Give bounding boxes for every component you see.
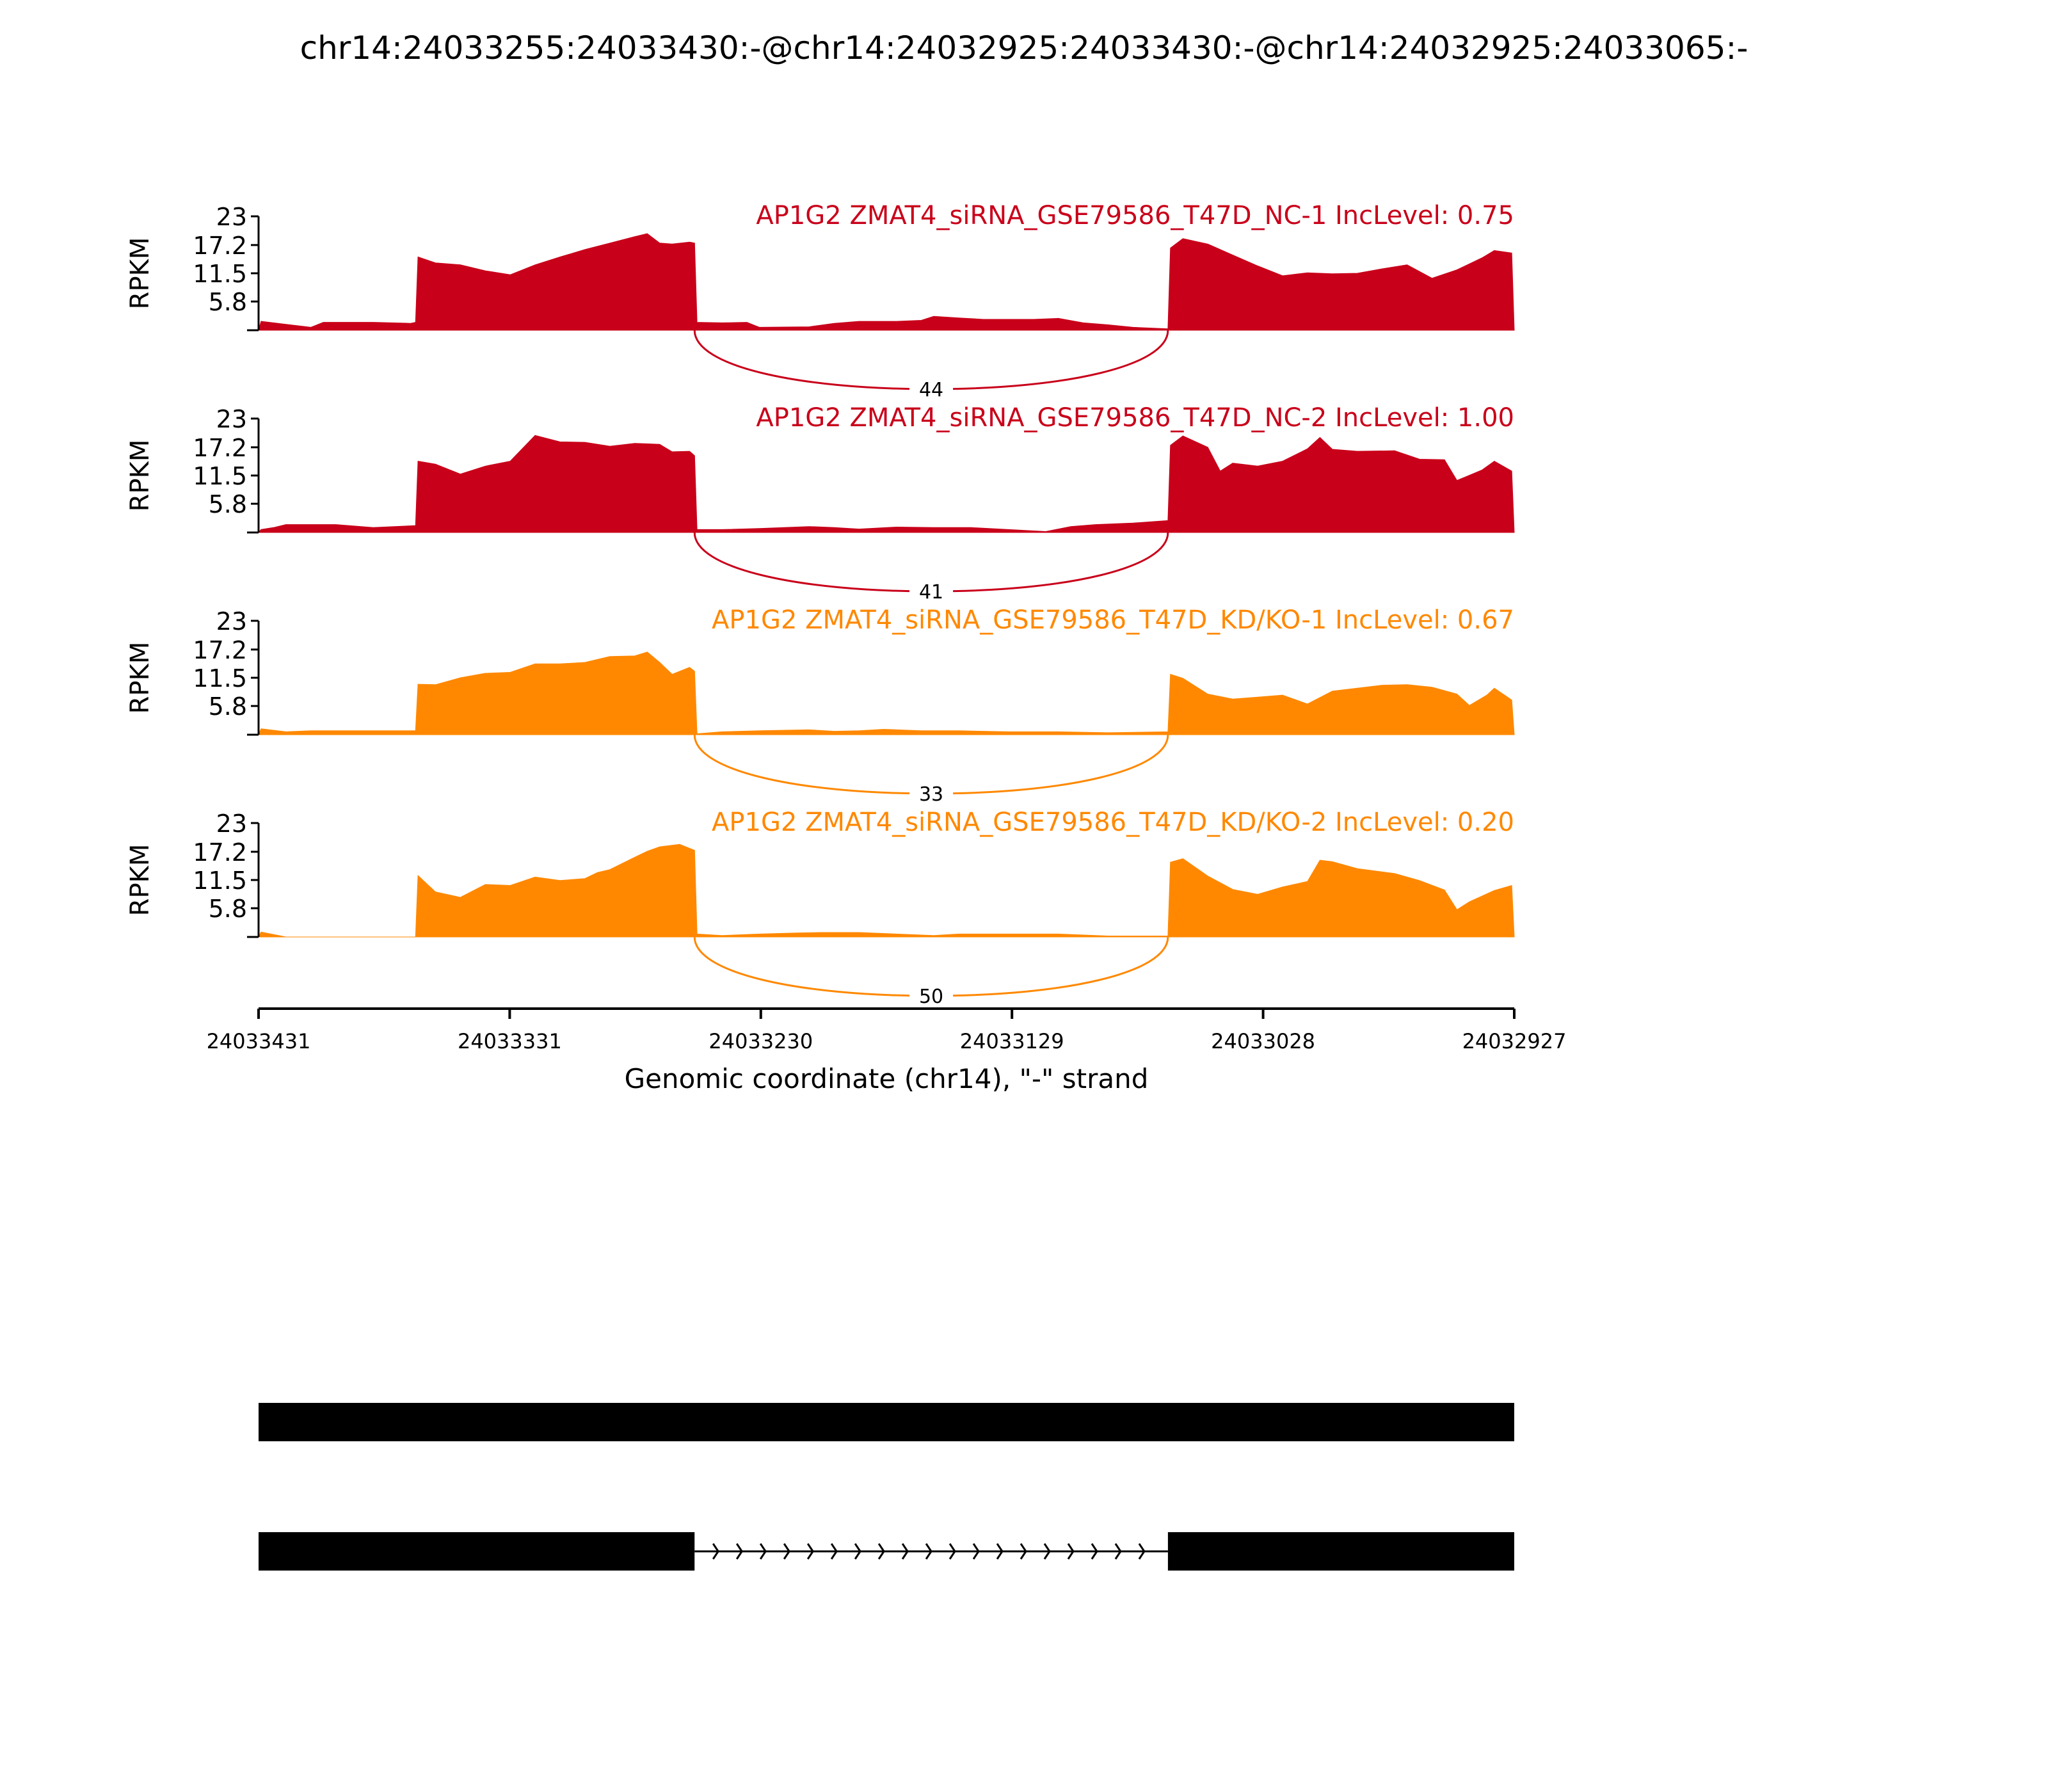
x-tick-label: 24033230 [708, 1029, 813, 1053]
junction-count: 41 [918, 581, 944, 604]
y-tick-label: 23 [216, 203, 247, 231]
y-tick-label: 17.2 [193, 433, 247, 462]
junction-count: 44 [918, 379, 944, 401]
y-tick-label: 11.5 [193, 462, 247, 490]
track-label: AP1G2 ZMAT4_siRNA_GSE79586_T47D_NC-1 IncLevel: 0.75 [756, 201, 1514, 230]
y-tick-label: 23 [216, 405, 247, 433]
exon-block [259, 1403, 1514, 1441]
y-tick-label: 11.5 [193, 867, 247, 895]
x-tick-label: 24033331 [457, 1029, 562, 1053]
y-tick-label: 5.8 [208, 895, 247, 924]
x-tick-label: 24032927 [1462, 1029, 1567, 1053]
y-axis-label: RPKM [125, 641, 155, 714]
x-axis-label: Genomic coordinate (chr14), "-" strand [624, 1063, 1149, 1094]
plot-title: chr14:24033255:24033430:-@chr14:24032925:24033430:-@chr14:24032925:24033065:- [300, 29, 1748, 67]
y-tick-label: 11.5 [193, 664, 247, 692]
y-tick-label: 23 [216, 810, 247, 838]
y-tick-label: 17.2 [193, 838, 247, 867]
track-label: AP1G2 ZMAT4_siRNA_GSE79586_T47D_KD/KO-2 IncLevel: 0.20 [712, 808, 1514, 837]
x-tick-label: 24033431 [206, 1029, 311, 1053]
track-label: AP1G2 ZMAT4_siRNA_GSE79586_T47D_NC-2 IncLevel: 1.00 [756, 403, 1514, 433]
y-tick-label: 5.8 [208, 288, 247, 317]
transcript-1 [259, 1403, 1514, 1441]
y-axis-label: RPKM [125, 439, 155, 512]
exon-block [259, 1532, 694, 1571]
y-axis-label: RPKM [125, 237, 155, 310]
y-tick-label: 11.5 [193, 260, 247, 288]
x-tick-label: 24033028 [1211, 1029, 1316, 1053]
junction-count: 33 [918, 783, 944, 806]
y-tick-label: 17.2 [193, 231, 247, 260]
exon-block [1168, 1532, 1514, 1571]
y-tick-label: 23 [216, 607, 247, 636]
y-tick-label: 5.8 [208, 692, 247, 721]
x-tick-label: 24033129 [959, 1029, 1064, 1053]
y-axis-label: RPKM [125, 844, 155, 916]
y-tick-label: 5.8 [208, 490, 247, 519]
y-tick-label: 17.2 [193, 636, 247, 664]
track-label: AP1G2 ZMAT4_siRNA_GSE79586_T47D_KD/KO-1 IncLevel: 0.67 [712, 605, 1514, 635]
junction-count: 50 [918, 986, 944, 1008]
